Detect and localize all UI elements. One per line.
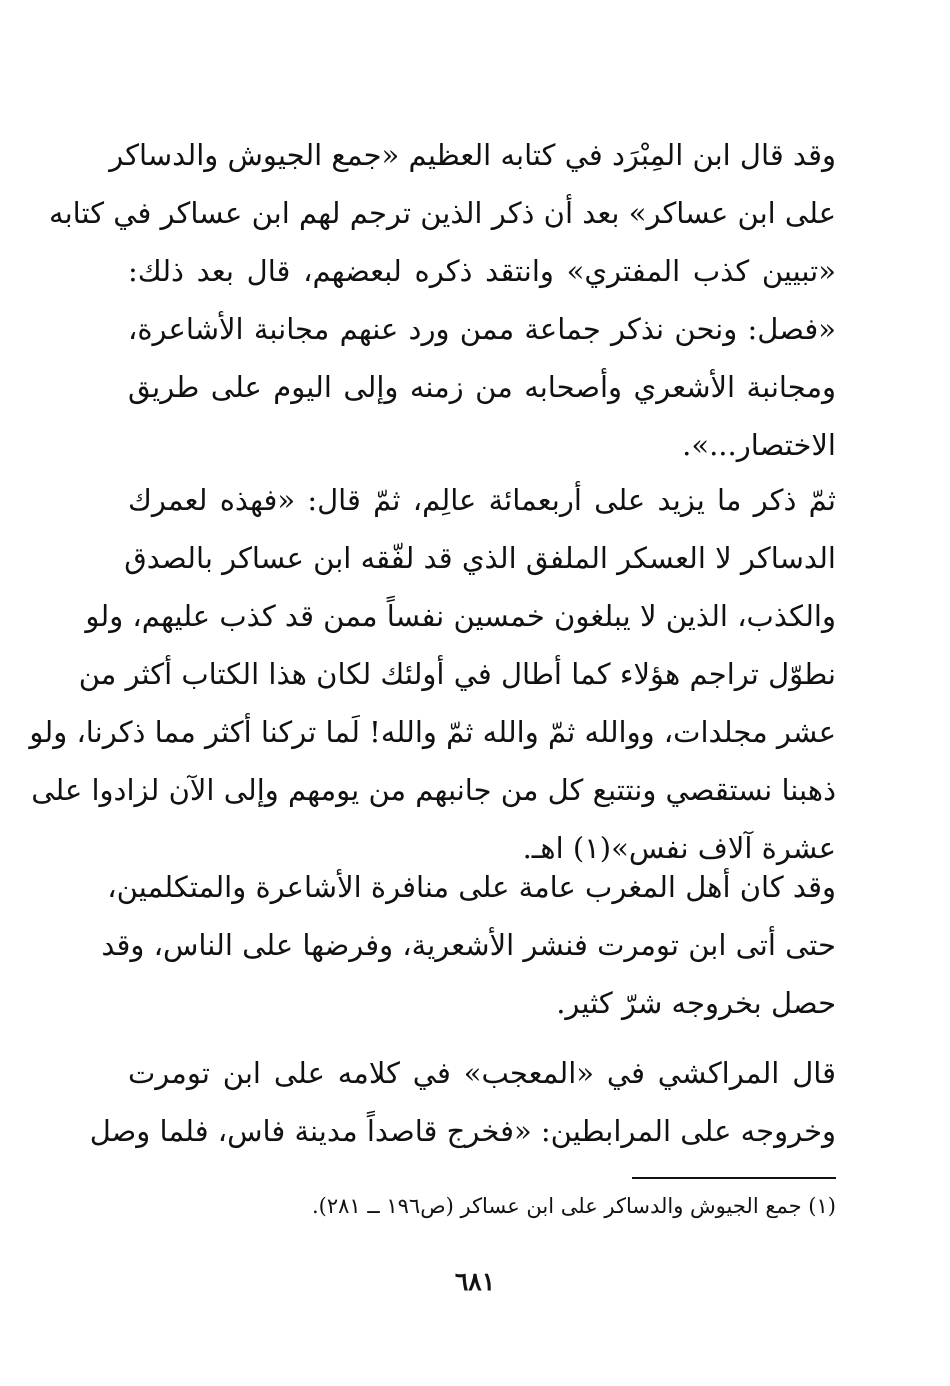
paragraph-1 bbox=[49, 126, 836, 474]
text-line: على ابن عساكر» بعد أن ذكر الذين ترجم لهم ابن عساكر في كتابه bbox=[49, 196, 836, 230]
text-line: «تبيين كذب المفتري» وانتقد ذكره لبعضهم، قال بعد ذلك: bbox=[128, 254, 836, 288]
paragraph-3 bbox=[101, 858, 836, 1032]
page-number: ٦٨١ bbox=[454, 1267, 496, 1296]
paragraph-4 bbox=[89, 1044, 836, 1160]
text-line: عشر مجلدات، ووالله ثمّ والله ثمّ والله! لَما تركنا أكثر مما ذكرنا، ولو bbox=[29, 715, 836, 749]
paragraph-2 bbox=[29, 471, 836, 877]
text-line: نطوّل تراجم هؤلاء كما أطال في أولئك لكان هذا الكتاب أكثر من bbox=[78, 657, 836, 691]
text-line: حصل بخروجه شرّ كثير. bbox=[556, 986, 836, 1020]
text-line: الاختصار...». bbox=[682, 428, 836, 462]
text-line: وقد قال ابن المِبْرَد في كتابه العظيم «جمع الجيوش والدساكر bbox=[109, 138, 836, 172]
text-line: عشرة آلاف نفس»(١) اهـ. bbox=[522, 831, 836, 865]
text-line: والكذب، الذين لا يبلغون خمسين نفساً ممن قد كذب عليهم، ولو bbox=[85, 599, 836, 633]
text-line: ومجانبة الأشعري وأصحابه من زمنه وإلى اليوم على طريق bbox=[128, 370, 836, 404]
footnote-divider bbox=[632, 1177, 836, 1179]
text-line: «فصل: ونحن نذكر جماعة ممن ورد عنهم مجانبة الأشاعرة، bbox=[128, 312, 836, 346]
text-line: حتى أتى ابن تومرت فنشر الأشعرية، وفرضها على الناس، وقد bbox=[101, 928, 836, 962]
text-line: قال المراكشي في «المعجب» في كلامه على ابن تومرت bbox=[128, 1056, 836, 1090]
footnote: (١) جمع الجيوش والدساكر على ابن عساكر (ص١٩٦ ــ ٢٨١). bbox=[312, 1194, 836, 1218]
text-line: وخروجه على المرابطين: «فخرج قاصداً مدينة فاس، فلما وصل bbox=[89, 1114, 836, 1148]
text-line: ثمّ ذكر ما يزيد على أربعمائة عالِم، ثمّ قال: «فهذه لعمرك bbox=[128, 483, 836, 517]
text-line: الدساكر لا العسكر الملفق الذي قد لفّقه ابن عساكر بالصدق bbox=[124, 541, 836, 575]
text-line: وقد كان أهل المغرب عامة على منافرة الأشاعرة والمتكلمين، bbox=[107, 870, 836, 904]
text-line: ذهبنا نستقصي ونتتبع كل من جانبهم من يومهم وإلى الآن لزادوا على bbox=[31, 773, 836, 807]
